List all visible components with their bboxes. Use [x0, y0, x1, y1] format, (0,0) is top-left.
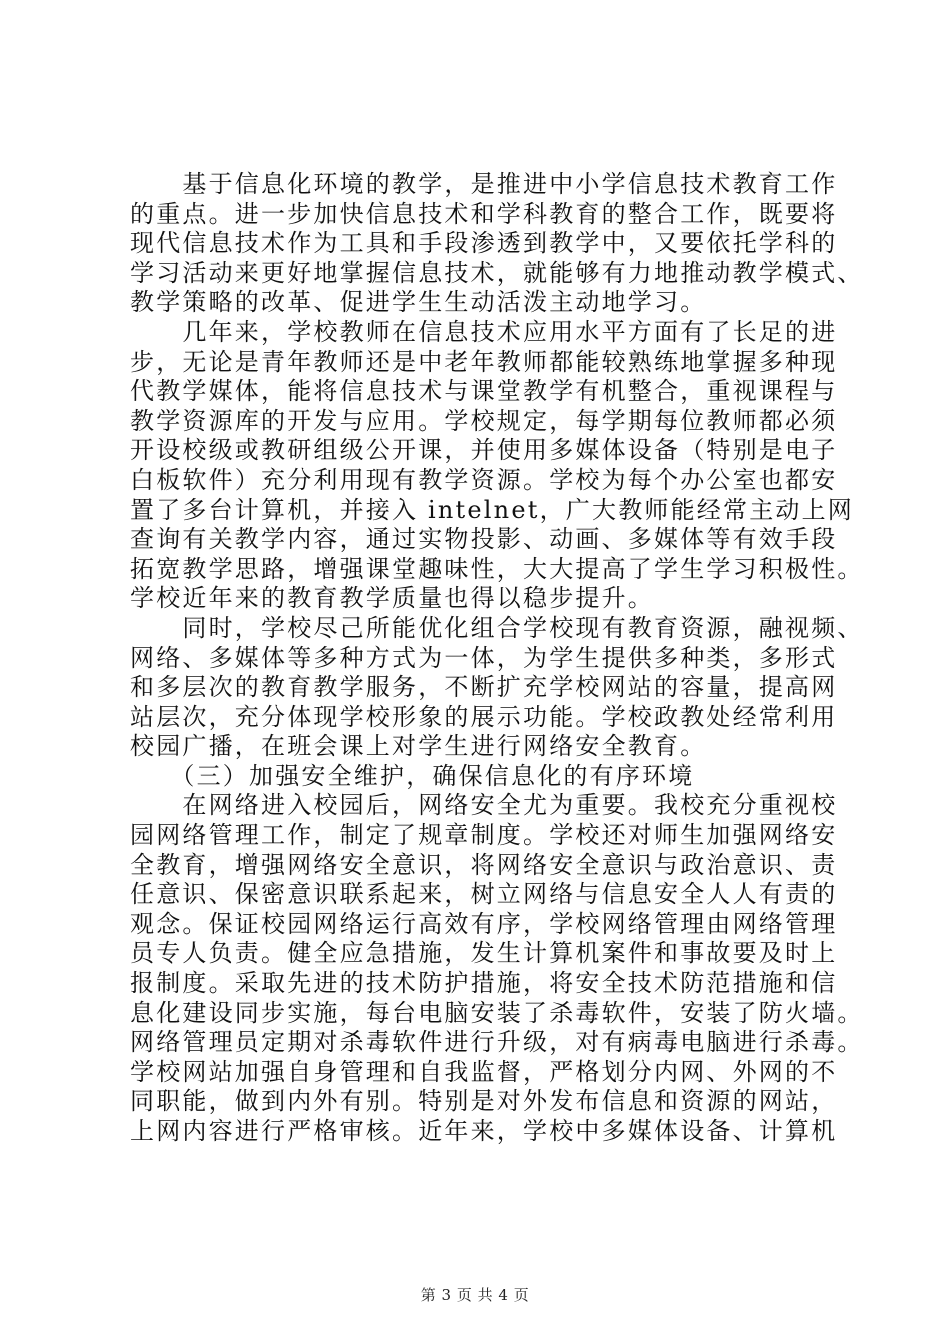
text-line: 网络管理员定期对杀毒软件进行升级，对有病毒电脑进行杀毒。 — [130, 1028, 864, 1057]
text-line: 拓宽教学思路，增强课堂趣味性，大大提高了学生学习积极性。 — [130, 554, 864, 583]
text-line: 学习活动来更好地掌握信息技术，就能够有力地推动教学模式、 — [130, 258, 864, 287]
text-line: 网络、多媒体等多种方式为一体，为学生提供多种类，多形式 — [130, 643, 838, 672]
text-line: 开设校级或教研组级公开课，并使用多媒体设备（特别是电子 — [130, 436, 838, 465]
text-line: 上网内容进行严格审核。近年来，学校中多媒体设备、计算机 — [130, 1117, 838, 1145]
page-number-footer: 第 3 页 共 4 页 — [420, 1286, 530, 1304]
text-line: 置了多台计算机，并接入 intelnet，广大教师能经常主动上网 — [130, 495, 854, 524]
text-line: 在网络进入校园后，网络安全尤为重要。我校充分重视校 — [130, 791, 838, 820]
text-line: 全教育，增强网络安全意识，将网络安全意识与政治意识、责 — [130, 850, 838, 879]
text-line: 观念。保证校园网络运行高效有序，学校网络管理由网络管理 — [130, 909, 838, 938]
text-line: 站层次，充分体现学校形象的展示功能。学校政教处经常利用 — [130, 702, 838, 731]
text-line: 息化建设同步实施，每台电脑安装了杀毒软件，安装了防火墙。 — [130, 998, 864, 1027]
text-line: 学校网站加强自身管理和自我监督，严格划分内网、外网的不 — [130, 1057, 838, 1086]
text-line: 白板软件）充分利用现有教学资源。学校为每个办公室也都安 — [130, 465, 838, 494]
text-line: 教学资源库的开发与应用。学校规定，每学期每位教师都必须 — [130, 406, 838, 435]
document-body — [130, 170, 864, 1147]
text-line: 员专人负责。健全应急措施，发生计算机案件和事故要及时上 — [130, 939, 838, 968]
text-line: 基于信息化环境的教学，是推进中小学信息技术教育工作 — [130, 170, 838, 198]
text-line: 同时，学校尽己所能优化组合学校现有教育资源，融视频、 — [130, 613, 864, 642]
text-line: 教学策略的改革、促进学生生动活泼主动地学习。 — [130, 288, 707, 317]
text-line: 现代信息技术作为工具和手段渗透到教学中，又要依托学科的 — [130, 229, 838, 258]
section-heading: （三）加强安全维护，确保信息化的有序环境 — [130, 761, 695, 790]
text-line: 几年来，学校教师在信息技术应用水平方面有了长足的进 — [130, 317, 838, 346]
text-line: 的重点。进一步加快信息技术和学科教育的整合工作，既要将 — [130, 199, 838, 228]
text-line: 校园广播，在班会课上对学生进行网络安全教育。 — [130, 732, 707, 761]
text-line: 任意识、保密意识联系起来，树立网络与信息安全人人有责的 — [130, 880, 838, 909]
text-line: 同职能，做到内外有别。特别是对外发布信息和资源的网站， — [130, 1087, 838, 1116]
text-line: 报制度。采取先进的技术防护措施，将安全技术防范措施和信 — [130, 969, 838, 998]
text-line: 园网络管理工作，制定了规章制度。学校还对师生加强网络安 — [130, 821, 838, 850]
text-line: 和多层次的教育教学服务，不断扩充学校网站的容量，提高网 — [130, 673, 838, 702]
text-line: 代教学媒体，能将信息技术与课堂教学有机整合，重视课程与 — [130, 377, 838, 406]
text-line: 查询有关教学内容，通过实物投影、动画、多媒体等有效手段 — [130, 525, 838, 554]
text-line: 学校近年来的教育教学质量也得以稳步提升。 — [130, 584, 654, 613]
text-line: 步，无论是青年教师还是中老年教师都能较熟练地掌握多种现 — [130, 347, 838, 376]
